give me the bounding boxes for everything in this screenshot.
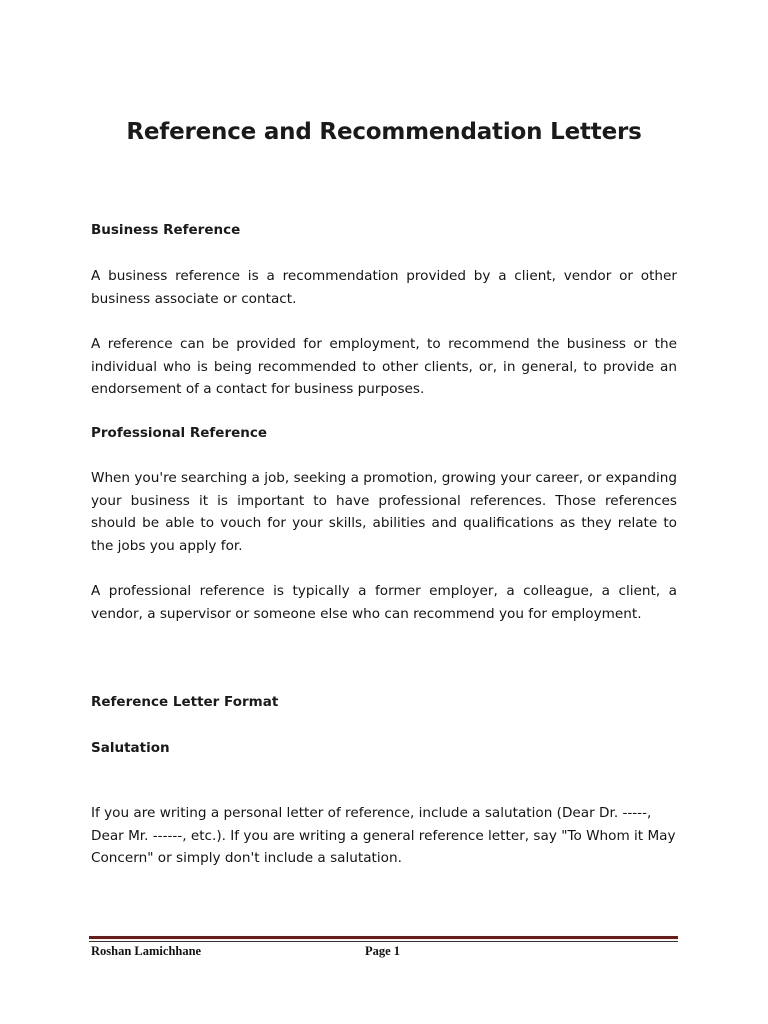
reference-letter-format-heading: Reference Letter Format [91, 694, 279, 710]
business-reference-paragraph-1: A business reference is a recommendation provided by a client, vendor or other business associate or contact. [91, 268, 677, 307]
salutation-heading: Salutation [91, 740, 170, 756]
footer-rule-thick [89, 936, 678, 939]
professional-reference-paragraph-1: When you're searching a job, seeking a promotion, growing your career, or expanding your business it is important to have professional references. Those references should be able to vouch for your skills, abilities and qualifications as they relate to the jobs you apply for. [91, 470, 677, 554]
footer-page-number: Page 1 [365, 944, 401, 958]
business-reference-heading: Business Reference [91, 222, 241, 238]
professional-reference-heading: Professional Reference [91, 425, 268, 441]
document-title: Reference and Recommendation Letters [126, 119, 642, 145]
professional-reference-paragraph-2: A professional reference is typically a former employer, a colleague, a client, a vendor, a supervisor or someone else who can recommend you for employment. [91, 583, 677, 622]
business-reference-paragraph-2: A reference can be provided for employment, to recommend the business or the individual who is being recommended to other clients, or, in general, to provide an endorsement of a contact for business purposes. [91, 336, 677, 397]
footer-author: Roshan Lamichhane [91, 944, 202, 958]
salutation-paragraph: If you are writing a personal letter of reference, include a salutation (Dear Dr. -----, Dear Mr. ------, etc.). If you are writing a general reference letter, say "To Whom it May Concern" or simply don't include a salutation. [91, 805, 676, 866]
footer-rule-thin [89, 941, 678, 942]
